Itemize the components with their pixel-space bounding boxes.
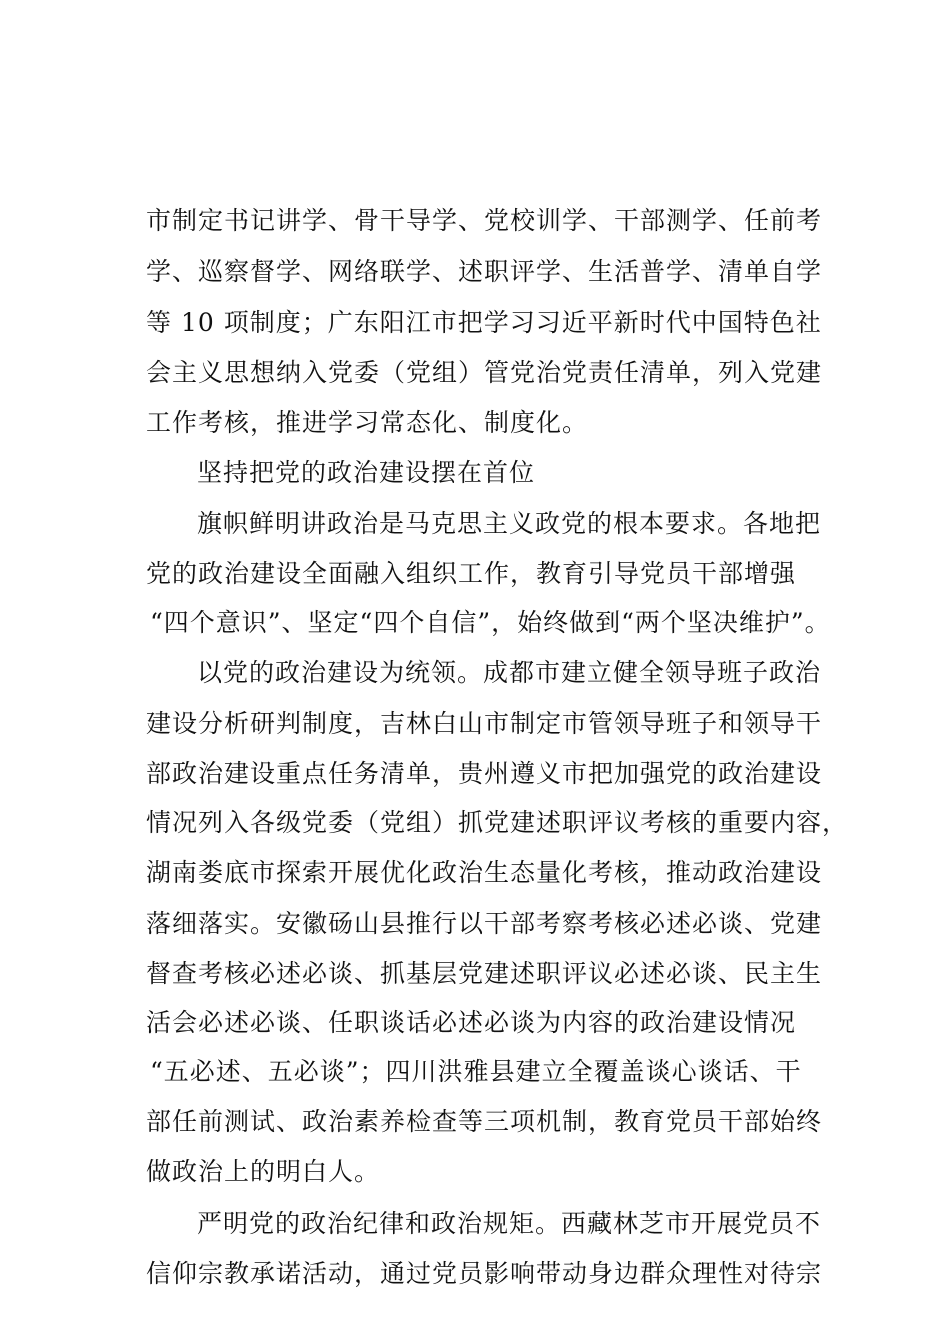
text-line: “四个意识”、坚定“四个自信”，始终做到“两个坚决维护”。 [150, 608, 831, 637]
text-line: 建设分析研判制度，吉林白山市制定市管领导班子和领导干 [146, 709, 823, 738]
text-line: 部任前测试、政治素养检查等三项机制，教育党员干部始终 [146, 1107, 823, 1136]
text-line: 信仰宗教承诺活动，通过党员影响带动身边群众理性对待宗 [146, 1259, 823, 1288]
text-line: “五必述、五必谈”；四川洪雅县建立全覆盖谈心谈话、干 [150, 1057, 802, 1086]
text-line: 学、巡察督学、网络联学、述职评学、生活普学、清单自学 [146, 257, 823, 286]
text-line: 等 10 项制度；广东阳江市把学习习近平新时代中国特色社 [146, 308, 822, 337]
text-line: 以党的政治建设为统领。成都市建立健全领导班子政治 [197, 658, 822, 687]
text-line: 情况列入各级党委（党组）抓党建述职评议考核的重要内容， [146, 808, 849, 837]
text-line: 严明党的政治纪律和政治规矩。西藏林芝市开展党员不 [197, 1209, 822, 1238]
text-line: 活会必述必谈、任职谈话必述必谈为内容的政治建设情况 [146, 1008, 797, 1037]
text-line: 市制定书记讲学、骨干导学、党校训学、干部测学、任前考 [146, 206, 823, 235]
text-line: 会主义思想纳入党委（党组）管党治党责任清单，列入党建 [146, 358, 823, 387]
text-line: 督查考核必述必谈、抓基层党建述职评议必述必谈、民主生 [146, 959, 823, 988]
section-heading: 坚持把党的政治建设摆在首位 [197, 458, 536, 487]
text-line: 做政治上的明白人。 [146, 1157, 381, 1186]
text-line: 落细落实。安徽砀山县推行以干部考察考核必述必谈、党建 [146, 909, 823, 938]
text-line: 工作考核，推进学习常态化、制度化。 [146, 408, 589, 437]
text-line: 湖南娄底市探索开展优化政治生态量化考核，推动政治建设 [146, 858, 823, 887]
text-line: 旗帜鲜明讲政治是马克思主义政党的根本要求。各地把 [197, 509, 822, 538]
text-line: 党的政治建设全面融入组织工作，教育引导党员干部增强 [146, 559, 797, 588]
text-line: 部政治建设重点任务清单，贵州遵义市把加强党的政治建设 [146, 759, 823, 788]
